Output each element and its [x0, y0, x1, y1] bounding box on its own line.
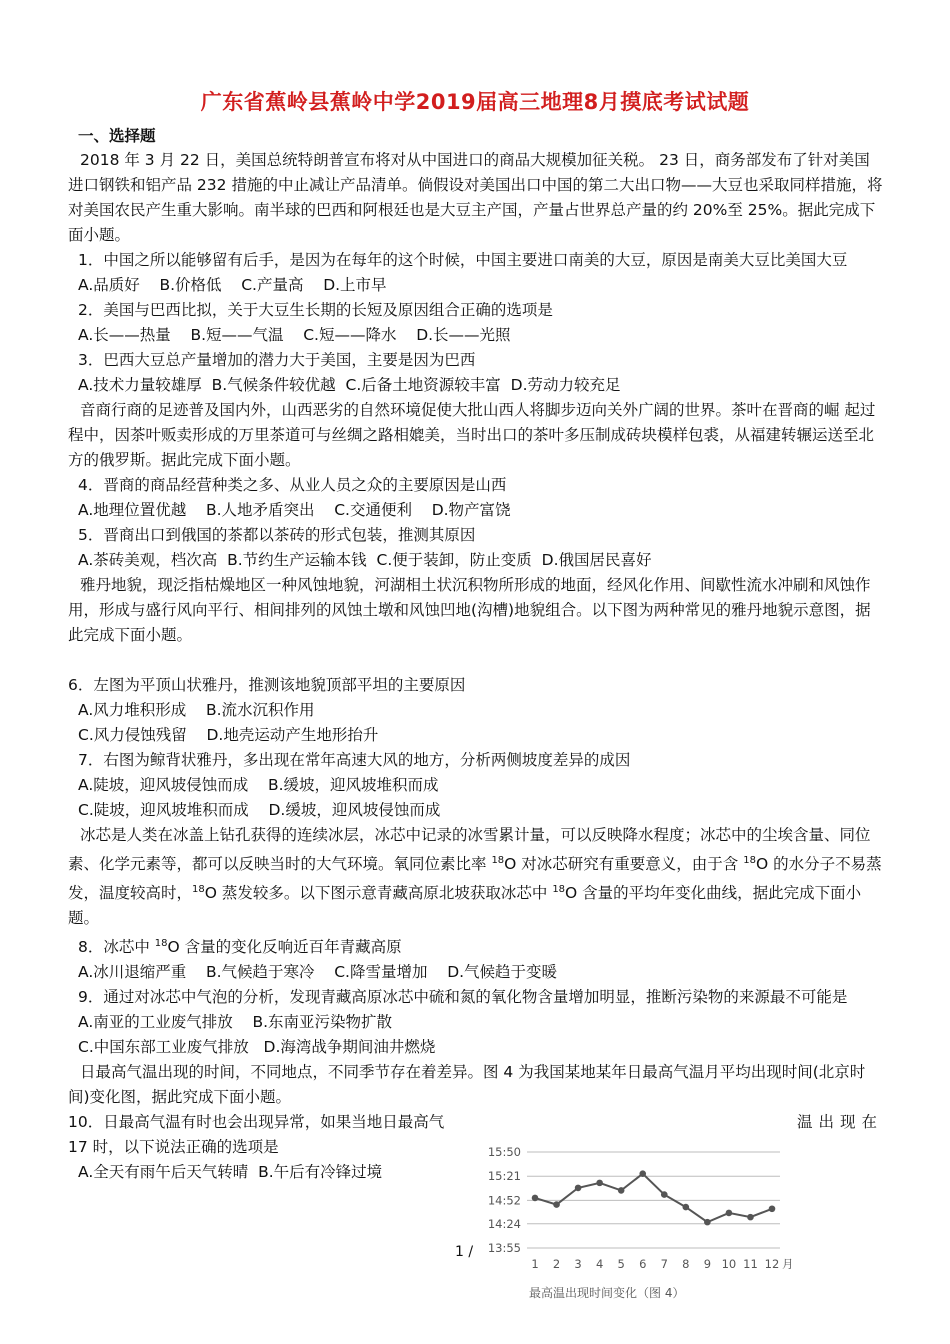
y-axis-labels [488, 1145, 521, 1255]
data-point [661, 1191, 668, 1198]
x-tick-label: 3 [574, 1257, 582, 1271]
passage-jin-merchants: 音商行商的足迹普及国内外，山西恶劣的自然环境促使大批山西人将脚步迈向关外广阔的世界。茶叶在晋商的崛 起过程中，因茶叶贩卖形成的万里茶道可与丝绸之路相媲美，当时出口的茶叶多压制成砖块模样包裘，从福建转辗运送至北方的俄罗斯。据此完成下面小题。 [68, 401, 876, 469]
question-7: 7．右图为鲸背状雅丹，多出现在常年高速大风的地方，分析两侧坡度差异的成因 [78, 751, 631, 769]
x-tick-label: 9 [703, 1257, 712, 1271]
x-tick-label: 10 [721, 1257, 737, 1271]
question-5: 5．晋商出口到俄国的茶都以茶砖的形式包装，推测其原因 [78, 526, 476, 544]
data-point [553, 1201, 560, 1208]
question-9: 9．通过对冰芯中气泡的分析，发现青藏高原冰芯中硫和氮的氧化物含量增加明显，推断污染物的来源最不可能是 [78, 988, 848, 1007]
chart-grid [527, 1152, 780, 1248]
page-title: 广东省蕉岭县蕉岭中学2019届高三地理8月摸底考试试题 [200, 90, 750, 114]
question-1-options: A.品质好 B.价格低 C.产量高 D.上市早 [78, 276, 387, 294]
data-point [575, 1185, 582, 1192]
data-point [726, 1210, 733, 1217]
x-tick-label: 7 [660, 1257, 668, 1271]
data-point [747, 1214, 754, 1221]
x-tick-label: 4 [595, 1257, 604, 1271]
x-tick-label: 11 [743, 1257, 758, 1271]
passage-ice-core: 冰芯是人类在冰盖上钻孔获得的连续冰层，冰芯中记录的冰雪累计量，可以反映降水程度；冰芯中的尘埃含量、同位素、化学元素等，都可以反映当时的大气环境。氧同位素比率 $^{18}$O 对冰芯研究有重要意义，由于含 $^{18}$O 的水分子不易蒸发，温度较高时，$^{18}$O 蒸发较多。以下图示意青藏高原北坡获取冰芯中 $^{18}$O 含量的平均年变化曲线，据此完成下面小题。 [68, 826, 882, 928]
question-6-options-2: C.风力侵蚀残留 D.地壳运动产生地形抬升 [78, 726, 379, 744]
question-10-text-line2: 17 时，以下说法正确的选项是 [68, 1138, 279, 1157]
data-point [596, 1180, 603, 1187]
passage-max-temperature: 日最高气温出现的时间，不同地点，不同季节存在着差异。图 4 为我国某地某年日最高气温月平均出现时间(北京时间)变化图，据此究成下面小题。 [68, 1063, 866, 1107]
question-6-options-1: A.风力堆积形成 B.流水沉积作用 [78, 701, 315, 719]
x-tick-label: 12 [764, 1257, 780, 1271]
question-6: 6．左图为平顶山状雅丹，推测该地貌顶部平坦的主要原因 [68, 676, 466, 694]
page-number: 1 / [455, 1244, 474, 1260]
x-axis-unit: 月 [782, 1257, 794, 1271]
question-5-options: A.茶砖美观，档次高 B.节约生产运输本钱 C.便于装卸，防止变质 D.俄国居民喜好 [78, 551, 652, 569]
x-tick-label: 6 [639, 1257, 647, 1271]
question-9-options-2: C.中国东部工业废气排放 D.海湾战争期间油井燃烧 [78, 1038, 436, 1057]
question-8-options: A.冰川退缩严重 B.气候趋于寒冷 C.降雪量增加 D.气候趋于变暖 [78, 963, 558, 982]
section-heading: 一、选择题 [78, 127, 156, 145]
question-9-options-1: A.南亚的工业废气排放 B.东南亚污染物扩散 [78, 1013, 393, 1032]
question-7-options-2: C.陡坡，迎风坡堆积而成 D.缓坡，迎风坡侵蚀而成 [78, 801, 441, 819]
question-body [68, 148, 883, 1185]
passage-yardang: 雅丹地貌，现泛指枯燥地区一种风蚀地貌，河湖相土状沉积物所形成的地面，经风化作用、间歇性流水冲刷和风蚀作用，形成与盛行风向平行、相间排列的风蚀土墩和风蚀凹地(沟槽)地貌组合。以下图为两种常见的雅丹地貌示意图，据此完成下面小题。 [68, 576, 871, 644]
y-tick-label: 14:24 [487, 1216, 521, 1231]
data-point [532, 1195, 539, 1202]
x-tick-label: 1 [531, 1257, 539, 1271]
x-tick-label: 8 [682, 1257, 690, 1271]
y-tick-label: 15:21 [487, 1169, 521, 1184]
question-3-options: A.技术力量较雄厚 B.气候条件较优越 C.后备土地资源较丰富 D.劳动力较充足 [78, 376, 621, 394]
data-point [769, 1205, 776, 1212]
data-point [639, 1170, 646, 1177]
series-line [535, 1174, 772, 1222]
chart-caption: 最高温出现时间变化（图 4） [529, 1286, 685, 1300]
question-2: 2．美国与巴西比拟，关于大豆生长期的长短及原因组合正确的选项是 [78, 301, 553, 319]
question-7-options-1: A.陡坡，迎风坡侵蚀而成 B.缓坡，迎风坡堆积而成 [78, 776, 439, 794]
question-10-text-right: 温出现在 [796, 1113, 883, 1132]
question-2-options: A.长——热量 B.短——气温 C.短——降水 D.长——光照 [78, 326, 511, 344]
passage-soybean: 2018 年 3 月 22 日，美国总统特朗普宣布将对从中国进口的商品大规模加征关税。 23 日，商务部发布了针对美国进口钢铁和铝产品 232 措施的中止减让产品清单。倘假设对美国出口中国的第二大出口物——大豆也采取同样措施，将对美国农民产生重大影响。南半球的巴西和阿根廷也是大豆主产国，产量占世界总产量的约 20%至 25%。据此完成下面小题。 [68, 151, 883, 244]
y-tick-label: 15:50 [487, 1145, 521, 1159]
data-point [704, 1219, 711, 1226]
question-4-options: A.地理位置优越 B.人地矛盾突出 C.交通便利 D.物产富饶 [78, 501, 511, 519]
question-4: 4．晋商的商品经营种类之多、从业人员之众的主要原因是山西 [78, 476, 507, 494]
question-1: 1．中国之所以能够留有后手，是因为在每年的这个时候，中国主要进口南美的大豆，原因是南美大豆比美国大豆 [78, 251, 848, 269]
y-tick-label: 13:55 [487, 1241, 521, 1255]
data-point [683, 1204, 690, 1211]
question-10-options: A.全天有雨午后天气转晴 B.午后有冷锋过境 [78, 1163, 383, 1182]
figure-gap [68, 648, 883, 673]
x-axis-labels [531, 1257, 779, 1271]
question-8: 8．冰芯中 $^{18}$O 含量的变化反响近百年青藏高原 [78, 938, 402, 957]
y-tick-label: 14:52 [487, 1193, 521, 1208]
data-points [532, 1170, 776, 1225]
data-point [618, 1187, 625, 1194]
max-temp-time-chart [475, 1140, 795, 1308]
question-10-text-left: 10．日最高气温有时也会出现异常，如果当地日最高气 [68, 1113, 445, 1132]
x-tick-label: 2 [552, 1257, 561, 1271]
question-3: 3．巴西大豆总产量增加的潜力大于美国，主要是因为巴西 [78, 351, 476, 369]
x-tick-label: 5 [617, 1257, 625, 1271]
